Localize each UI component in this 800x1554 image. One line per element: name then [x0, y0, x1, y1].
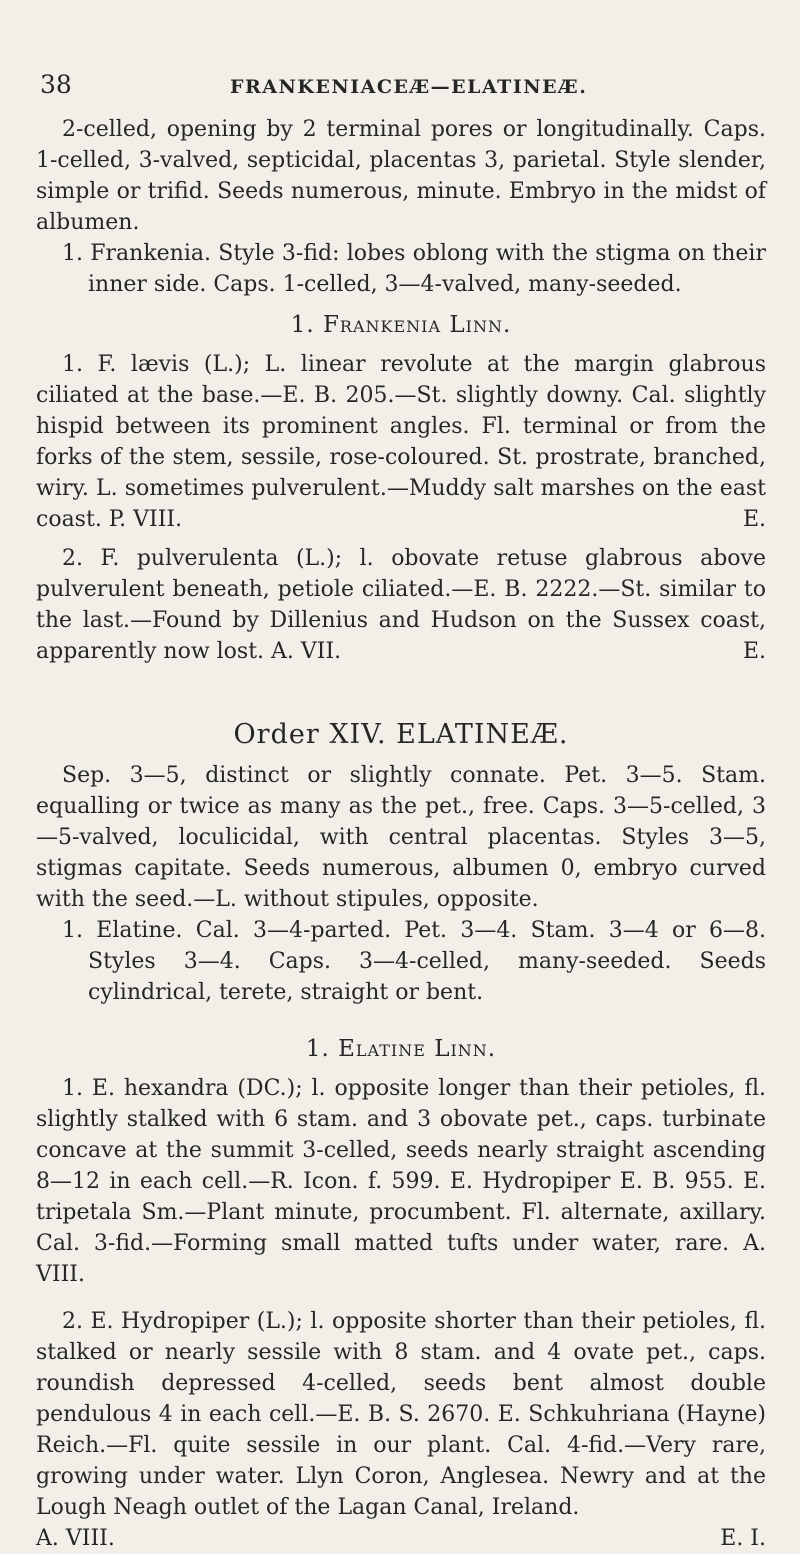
genus-heading-frankenia: 1. Frankenia Linn. — [290, 312, 512, 338]
species-elatine-hexandra: 1. E. hexandra (DC.); l. opposite longer than their petioles, fl. slightly stalked with 6 stam. and 3 obovate pet., caps. turbinate concave at the summit 3-celled, seeds nearly straight ascending 8—12 in each cell.—R. Icon. f. 599. E. Hydropiper E. B. 955. E. tripetala Sm.—Plant minute, procumbent. Fl. alternate, axillary. Cal. 3-fid.—Forming small matted tufts under water, rare. A. VIII. — [36, 1076, 766, 1287]
species-region: E. — [742, 639, 766, 664]
order-description: Sep. 3—5, distinct or slightly connate. Pet. 3—5. Stam. equalling or twice as many as the pet., free. Caps. 3—5-celled, 3—5-valved, loculicidal, with central placentas. Styles 3—5, stigmas capitate. Seeds numerous, albumen 0, embryo curved with the seed.—L. without stipules, opposite. — [36, 763, 766, 912]
species-text: 2. F. pulverulenta (L.); l. obovate retuse glabrous above pulverulent beneath, petiole ciliated.—E. B. 2222.—St. similar to the last.—Found by Dillenius and Hudson on the Sussex coast, apparently now lost. A. VII. — [36, 546, 766, 664]
species-frankenia-laevis — [36, 349, 766, 535]
page-number: 38 — [40, 70, 72, 99]
page-header — [40, 70, 766, 110]
genus-key-elatine: 1. Elatine. Cal. 3—4-parted. Pet. 3—4. Stam. 3—4 or 6—8. Styles 3—4. Caps. 3—4-celled, many-seeded. Seeds cylindrical, terete, straight or bent. — [62, 918, 766, 1005]
genus-key-frankenia: 1. Frankenia. Style 3-fid: lobes oblong with the stigma on their inner side. Caps. 1-celled, 3—4-valved, many-seeded. — [62, 241, 766, 297]
species-text: 2. E. Hydropiper (L.); l. opposite shorter than their petioles, fl. stalked or nearly sessile with 8 stam. and 4 ovate pet., caps. roundish depressed 4-celled, seeds bent almost double pendulous 4 in each cell.—E. B. S. 2670. E. Schkuhriana (Hayne) Reich.—Fl. quite sessile in our plant. Cal. 4-fid.—Very rare, growing under water. Llyn Coron, Anglesea. Newry and at the Lough Neagh outlet of the Lagan Canal, Ireland. — [36, 1309, 766, 1520]
species-frankenia-pulverulenta — [36, 543, 766, 667]
species-region: E. — [742, 507, 766, 532]
species-elatine-hydropiper — [36, 1306, 766, 1523]
order-heading: Order XIV. ELATINEÆ. — [233, 719, 569, 750]
page-body — [36, 114, 766, 1554]
family-description-tail: 2-celled, opening by 2 terminal pores or longitudinally. Caps. 1-celled, 3-valved, septicidal, placentas 3, parietal. Style slender, simple or trifid. Seeds numerous, minute. Embryo in the midst of albumen. — [36, 117, 766, 235]
species-tail-line — [36, 1523, 766, 1554]
species-text: 1. F. lævis (L.); L. linear revolute at the margin glabrous ciliated at the base.—E. B. 205.—St. slightly downy. Cal. slightly hispid between its prominent angles. Fl. terminal or from the forks of the stem, sessile, rose-coloured. St. prostrate, branched, wiry. L. sometimes pulverulent.—Muddy salt marshes on the east coast. P. VIII. — [36, 352, 766, 532]
species-region: E. I. — [720, 1526, 766, 1551]
running-title: FRANKENIACEÆ—ELATINEÆ. — [230, 76, 588, 98]
genus-heading-elatine: 1. Elatine Linn. — [305, 1036, 497, 1062]
species-flowering-time: A. VIII. — [36, 1526, 115, 1551]
